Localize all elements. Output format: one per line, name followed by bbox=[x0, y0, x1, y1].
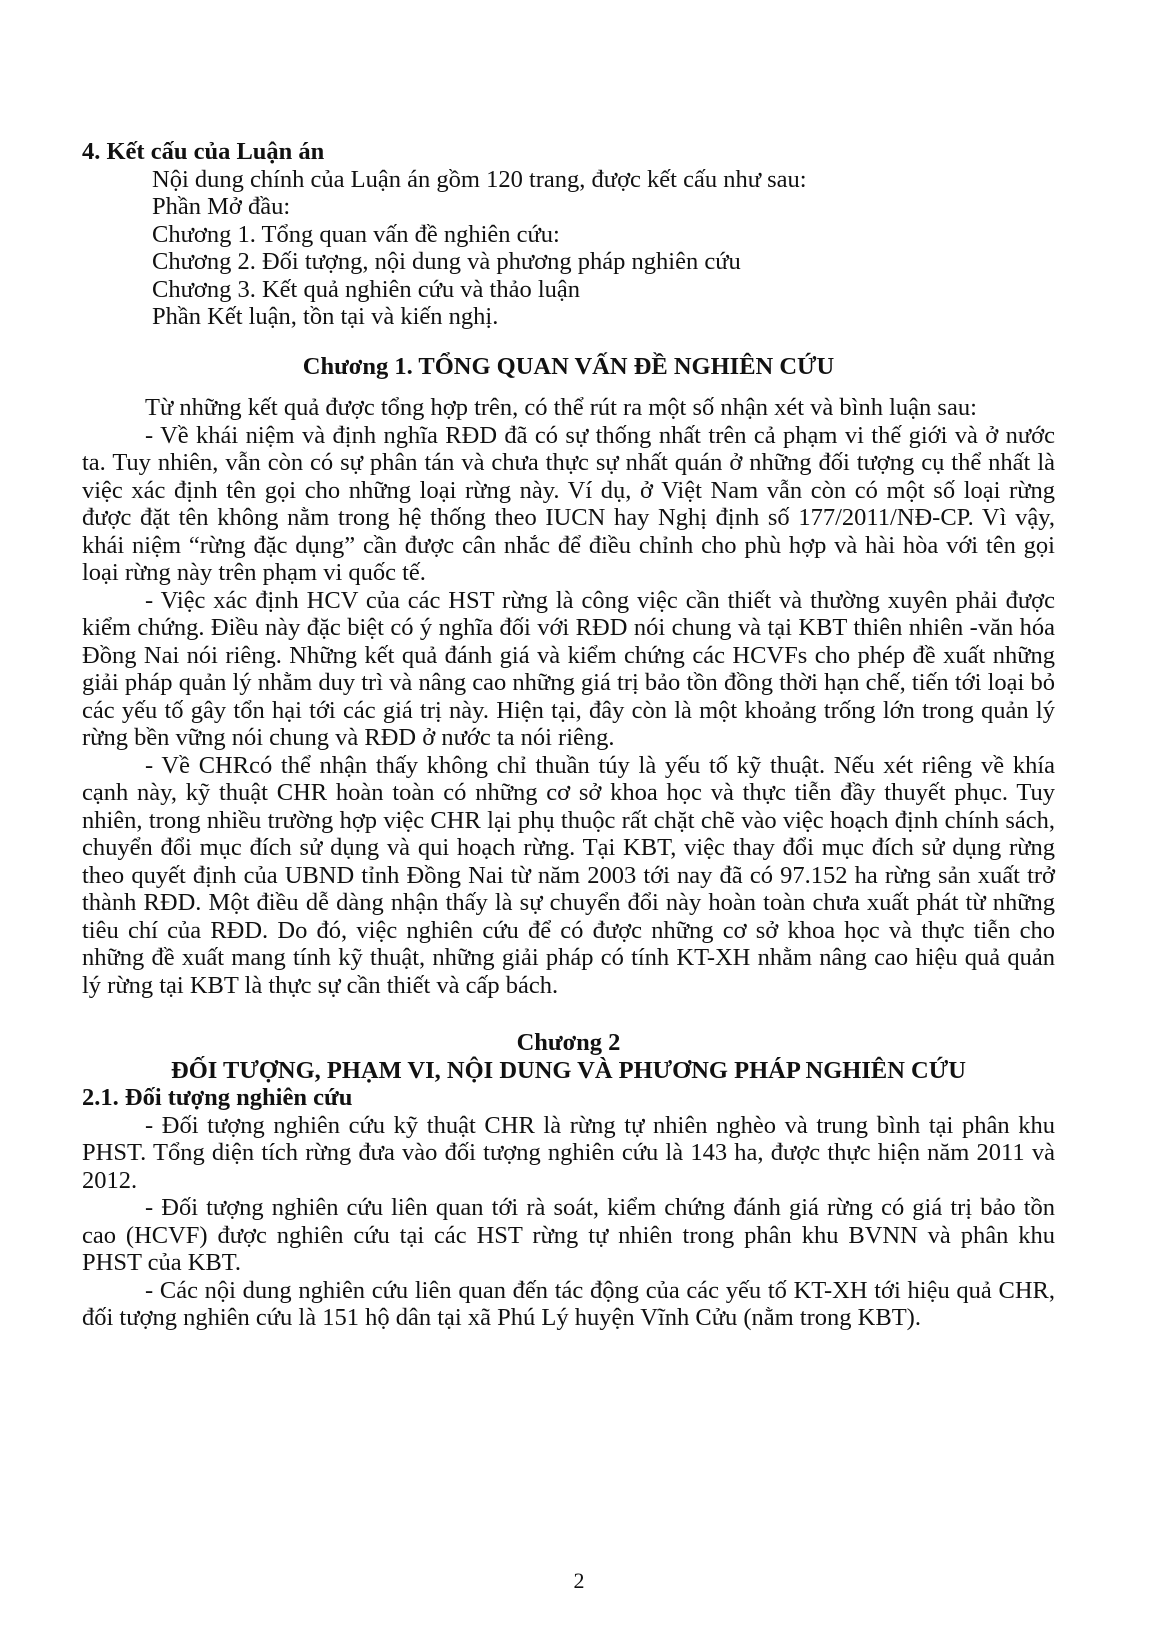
chapter-1-paragraph-hcv: - Việc xác định HCV của các HST rừng là công việc cần thiết và thường xuyên phải được kiểm chứng. Điều này đặc biệt có ý nghĩa đối với RĐD nói chung và tại KBT thiên nhiên -văn hóa Đồng Nai nói riêng. Những kết quả đánh giá và kiểm chứng các HCVFs cho phép đề xuất những giải pháp quản lý nhằm duy trì và nâng cao những giá trị bảo tồn đồng thời hạn chế, tiến tới loại bỏ các yếu tố gây tổn hại tới các giá trị này. Hiện tại, đây còn là một khoảng trống lớn trong quản lý rừng bền vững nói chung và RĐD ở nước ta nói riêng. bbox=[82, 586, 1055, 751]
section-4-heading: 4. Kết cấu của Luận án bbox=[82, 138, 325, 165]
chapter-1-title: Chương 1. TỔNG QUAN VẤN ĐỀ NGHIÊN CỨU bbox=[302, 352, 835, 380]
structure-line-opening: Phần Mở đầu: bbox=[152, 193, 291, 220]
chapter-2-paragraph-chr-object: - Đối tượng nghiên cứu kỹ thuật CHR là rừng tự nhiên nghèo và trung bình tại phân khu PHST. Tổng diện tích rừng đưa vào đối tượng nghiên cứu là 143 ha, được thực hiện năm 2011 và 2012. bbox=[82, 1111, 1055, 1194]
chapter-2-paragraph-hcvf-object: - Đối tượng nghiên cứu liên quan tới rà soát, kiểm chứng đánh giá rừng có giá trị bảo tồn cao (HCVF) được nghiên cứu tại các HST rừng tự nhiên trong phân khu BVNN và phân khu PHST của KBT. bbox=[82, 1194, 1055, 1276]
chapter-2-title: Chương 2 bbox=[516, 1029, 621, 1056]
chapter-2-subtitle: ĐỐI TƯỢNG, PHẠM VI, NỘI DUNG VÀ PHƯƠNG PHÁP NGHIÊN CỨU bbox=[171, 1056, 966, 1084]
section-2-1-heading: 2.1. Đối tượng nghiên cứu bbox=[82, 1084, 353, 1111]
structure-line-intro: Nội dung chính của Luận án gồm 120 trang, được kết cấu như sau: bbox=[152, 165, 807, 193]
structure-line-chapter-1: Chương 1. Tổng quan vấn đề nghiên cứu: bbox=[152, 220, 560, 248]
chapter-1-paragraph-concept: - Về khái niệm và định nghĩa RĐD đã có sự thống nhất trên cả phạm vi thế giới và ở nước ta. Tuy nhiên, vẫn còn có sự phân tán và chưa thực sự nhất quán ở những đối tượng cụ thể nhất là việc xác định tên gọi cho những loại rừng này. Ví dụ, ở Việt Nam vẫn còn có một số loại rừng được đặt tên không nằm trong hệ thống theo IUCN hay Nghị định số 177/2011/NĐ-CP. Vì vậy, khái niệm “rừng đặc dụng” cần được cân nhắc để điều chỉnh cho phù hợp và hài hòa với tên gọi loại rừng này trên phạm vi quốc tế. bbox=[82, 421, 1055, 586]
chapter-1-paragraph-chr: - Về CHRcó thể nhận thấy không chỉ thuần túy là yếu tố kỹ thuật. Nếu xét riêng về khía cạnh này, kỹ thuật CHR hoàn toàn có những cơ sở khoa học và thực tiễn đầy thuyết phục. Tuy nhiên, trong nhiều trường hợp việc CHR lại phụ thuộc rất chặt chẽ vào việc hoạch định chính sách, chuyển đổi mục đích sử dụng và qui hoạch rừng. Tại KBT, việc thay đổi mục đích sử dụng rừng theo quyết định của UBND tỉnh Đồng Nai từ năm 2003 tới nay đã có 97.152 ha rừng sản xuất trở thành RĐD. Một điều dễ dàng nhận thấy là sự chuyển đổi này hoàn toàn chưa xuất phát từ những tiêu chí của RĐD. Do đó, việc nghiên cứu để có được những cơ sở khoa học và thực tiễn cho những đề xuất mang tính kỹ thuật, những giải pháp có tính KT-XH nhằm nâng cao hiệu quả quản lý rừng tại KBT là thực sự cần thiết và cấp bách. bbox=[82, 751, 1055, 999]
structure-line-conclusion: Phần Kết luận, tồn tại và kiến nghị. bbox=[152, 303, 499, 330]
structure-line-chapter-2: Chương 2. Đối tượng, nội dung và phương pháp nghiên cứu bbox=[152, 248, 741, 275]
chapter-2-paragraph-households: - Các nội dung nghiên cứu liên quan đến tác động của các yếu tố KT-XH tới hiệu quả CHR, đối tượng nghiên cứu là 151 hộ dân tại xã Phú Lý huyện Vĩnh Cửu (nằm trong KBT). bbox=[82, 1276, 1055, 1331]
structure-line-chapter-3: Chương 3. Kết quả nghiên cứu và thảo luận bbox=[152, 275, 581, 303]
document-body bbox=[82, 138, 1055, 1332]
chapter-1-intro: Từ những kết quả được tổng hợp trên, có thể rút ra một số nhận xét và bình luận sau: bbox=[145, 394, 977, 421]
page-number: 2 bbox=[573, 1568, 585, 1593]
